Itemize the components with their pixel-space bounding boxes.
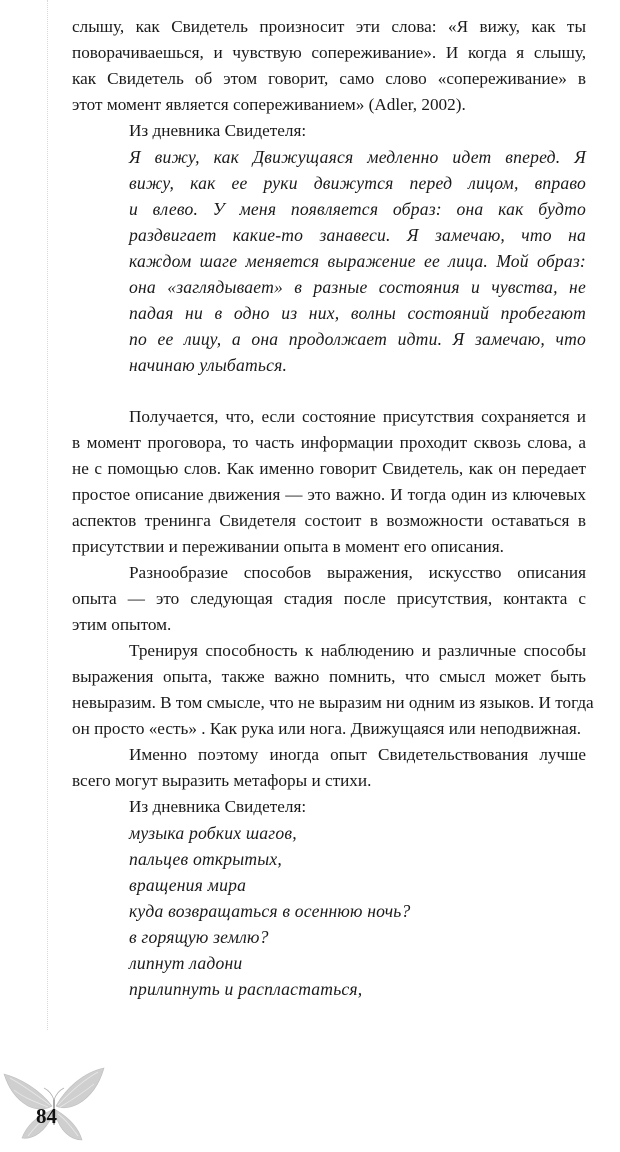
diary-line: раздвигает какие-то занавеси. Я замечаю, что на <box>129 225 586 245</box>
diary-line: вижу, как ее руки движутся перед лицом, вправо <box>129 173 586 193</box>
diary-line: и влево. У меня появляется образ: она как будто <box>129 199 586 219</box>
diary-line: по ее лицу, а она продолжает идти. Я замечаю, что <box>129 329 586 349</box>
text-line: этот момент является сопереживанием» (Adler, 2002). <box>72 95 466 114</box>
margin-dotted-rule <box>47 0 48 1030</box>
text-line: простое описание движения — это важно. И тогда один из ключевых <box>72 485 586 504</box>
diary-line: каждом шаге меняется выражение ее лица. Мой образ: <box>129 251 586 271</box>
poem-line: в горящую землю? <box>129 927 269 947</box>
text-line: в момент проговора, то часть информации проходит сквозь слова, а <box>72 433 586 452</box>
text-line: опыта — это следующая стадия после присутствия, контакта с <box>72 589 586 608</box>
poem-line: пальцев открытых, <box>129 849 283 869</box>
diary-line: Я вижу, как Движущаяся медленно идет вперед. Я <box>129 147 586 167</box>
main-text <box>72 14 594 1002</box>
diary-heading: Из дневника Свидетеля: <box>129 797 307 816</box>
text-line: выражения опыта, также важно помнить, что смысл может быть <box>72 667 586 686</box>
text-line: он просто «есть» . Как рука или нога. Движущаяся или неподвижная. <box>72 719 582 738</box>
text-line: Получается, что, если состояние присутствия сохраняется и <box>129 407 586 426</box>
poem-line: липнут ладони <box>129 953 243 973</box>
text-line: присутствии и переживании опыта в момент его описания. <box>72 537 504 556</box>
text-line: не с помощью слов. Как именно говорит Свидетель, как он передает <box>72 459 586 478</box>
text-line: невыразим. В том смысле, что не выразим ни одним из языков. И тогда <box>72 693 594 712</box>
text-line: всего могут выразить метафоры и стихи. <box>72 771 372 790</box>
diary-line: начинаю улыбаться. <box>129 355 288 375</box>
diary-heading: Из дневника Свидетеля: <box>129 121 307 140</box>
text-line: аспектов тренинга Свидетеля состоит в возможности оставаться в <box>72 511 586 530</box>
poem-line: вращения мира <box>129 875 247 895</box>
text-line: поворачиваешься, и чувствую сопереживание». И когда я слышу, <box>72 43 586 62</box>
page-number: 84 <box>36 1104 57 1128</box>
paragraph-gap <box>72 378 586 404</box>
text-line: как Свидетель об этом говорит, само слово «сопереживание» в <box>72 69 586 88</box>
text-line: Разнообразие способов выражения, искусство описания <box>129 563 586 582</box>
text-line: этим опытом. <box>72 615 172 634</box>
poem-line: прилипнуть и распластаться, <box>129 979 363 999</box>
text-line: Тренируя способность к наблюдению и различные способы <box>129 641 586 660</box>
poem-line: куда возвращаться в осеннюю ночь? <box>129 901 411 921</box>
text-line: Именно поэтому иногда опыт Свидетельствования лучше <box>129 745 586 764</box>
text-line: слышу, как Свидетель произносит эти слова: «Я вижу, как ты <box>72 17 586 36</box>
poem-line: музыка робких шагов, <box>129 823 297 843</box>
diary-line: падая ни в одно из них, волны состояний пробегают <box>129 303 586 323</box>
diary-line: она «заглядывает» в разные состояния и чувства, не <box>129 277 586 297</box>
